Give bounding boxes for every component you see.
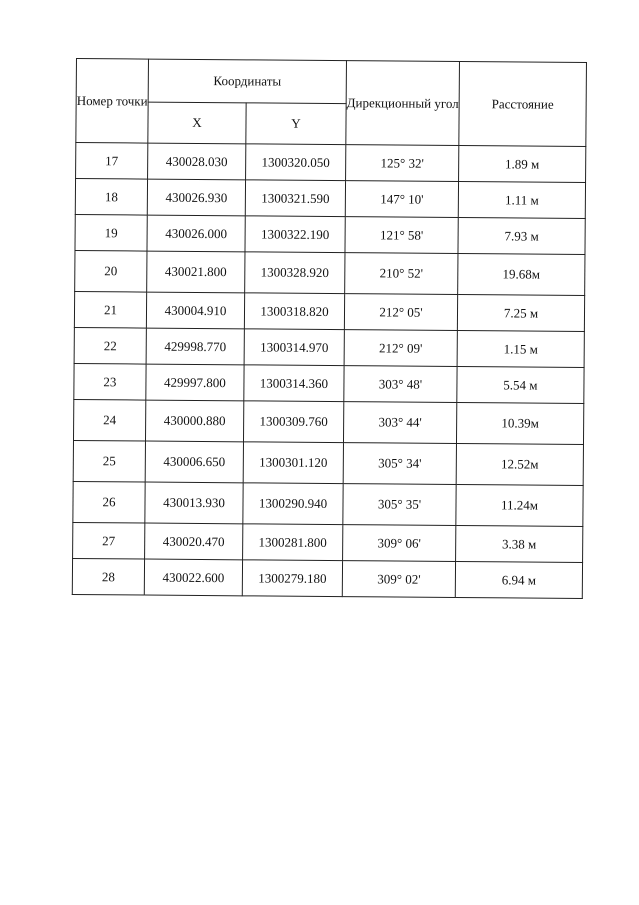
- table-row: [75, 250, 585, 295]
- cell-distance: 1.89 м: [459, 146, 586, 183]
- cell-point-number: 19: [75, 214, 147, 251]
- cell-point-number: 26: [73, 481, 145, 523]
- cell-point-number: 27: [73, 522, 145, 559]
- cell-bearing: 210° 52': [345, 253, 458, 295]
- table-row: [73, 522, 583, 562]
- table-row: [74, 363, 584, 403]
- cell-y: 1300320.050: [246, 144, 346, 181]
- table-row: [75, 214, 585, 254]
- table-row: [72, 558, 582, 598]
- cell-distance: 1.15 м: [457, 331, 584, 368]
- cell-bearing: 305° 34': [343, 443, 456, 485]
- cell-x: 430022.600: [144, 559, 242, 596]
- cell-distance: 3.38 м: [456, 525, 583, 562]
- cell-x: 430020.470: [145, 523, 243, 560]
- cell-x: 430006.650: [145, 441, 243, 483]
- cell-x: 430000.880: [145, 400, 243, 442]
- cell-bearing: 303° 48': [344, 366, 457, 403]
- cell-x: 430028.030: [148, 143, 246, 180]
- table-row: [76, 143, 586, 183]
- cell-x: 429998.770: [146, 328, 244, 365]
- cell-bearing: 309° 06': [343, 525, 456, 562]
- cell-distance: 6.94 м: [455, 561, 582, 598]
- cell-bearing: 212° 09': [344, 330, 457, 367]
- cell-point-number: 23: [74, 363, 146, 400]
- cell-distance: 12.52м: [456, 444, 583, 486]
- cell-distance: 5.54 м: [457, 367, 584, 404]
- cell-point-number: 17: [76, 143, 148, 180]
- header-y: Y: [246, 103, 346, 145]
- cell-bearing: 305° 35': [343, 484, 456, 526]
- header-coordinates: Координаты: [148, 59, 346, 104]
- cell-distance: 11.24м: [456, 484, 583, 526]
- cell-x: 430021.800: [147, 251, 245, 293]
- cell-bearing: 303° 44': [344, 402, 457, 444]
- cell-x: 430013.930: [145, 482, 243, 524]
- cell-x: 430004.910: [146, 292, 244, 329]
- header-bearing: Дирекционный угол: [346, 61, 460, 146]
- table-row: [73, 399, 583, 444]
- header-point-number: Номер точки: [76, 59, 149, 144]
- table-row: [74, 327, 584, 367]
- cell-y: 1300279.180: [242, 560, 342, 597]
- cell-distance: 19.68м: [458, 254, 585, 296]
- cell-bearing: 212° 05': [344, 294, 457, 331]
- table-row: [74, 291, 584, 331]
- header-distance: Расстояние: [459, 62, 587, 147]
- cell-y: 1300314.360: [244, 365, 344, 402]
- cell-point-number: 28: [72, 558, 144, 595]
- cell-x: 430026.000: [147, 215, 245, 252]
- cell-x: 430026.930: [147, 179, 245, 216]
- cell-distance: 7.93 м: [458, 218, 585, 255]
- cell-distance: 1.11 м: [458, 182, 585, 219]
- cell-bearing: 121° 58': [345, 217, 458, 254]
- cell-y: 1300321.590: [245, 180, 345, 217]
- cell-bearing: 147° 10': [345, 181, 458, 218]
- header-x: X: [148, 102, 246, 144]
- cell-bearing: 125° 32': [346, 145, 459, 182]
- cell-y: 1300290.940: [243, 483, 343, 525]
- cell-y: 1300314.970: [244, 329, 344, 366]
- table-row: [73, 440, 583, 485]
- cell-y: 1300309.760: [243, 401, 343, 443]
- cell-point-number: 18: [75, 179, 147, 216]
- cell-distance: 7.25 м: [457, 295, 584, 332]
- cell-bearing: 309° 02': [342, 561, 455, 598]
- coordinates-table: [72, 58, 587, 599]
- cell-point-number: 22: [74, 327, 146, 364]
- table-row: [75, 179, 585, 219]
- cell-point-number: 25: [73, 440, 145, 482]
- cell-y: 1300328.920: [245, 252, 345, 294]
- cell-point-number: 21: [74, 291, 146, 328]
- cell-y: 1300301.120: [243, 442, 343, 484]
- cell-y: 1300281.800: [243, 524, 343, 561]
- cell-y: 1300322.190: [245, 216, 345, 253]
- cell-x: 429997.800: [146, 364, 244, 401]
- cell-distance: 10.39м: [456, 403, 583, 445]
- cell-y: 1300318.820: [244, 293, 344, 330]
- cell-point-number: 20: [75, 250, 147, 292]
- table-row: [73, 481, 583, 526]
- cell-point-number: 24: [73, 399, 145, 441]
